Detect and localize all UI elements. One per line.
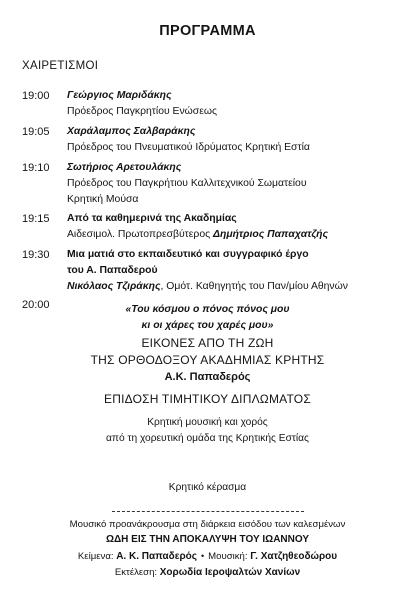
music-label: Μουσική: xyxy=(208,551,248,562)
speaker-role: Πρόεδρος του Παγκρήτιου Καλλιτεχνικού Σωματείου xyxy=(67,178,307,189)
speaker-role: Πρόεδρος Παγκρητίου Ενώσεως xyxy=(67,106,217,117)
speaker-name: Γεώργιος Μαριδάκης xyxy=(67,90,172,101)
lyrics-name: Α. Κ. Παπαδερός xyxy=(116,551,197,562)
diploma-title: ΕΠΙΔΟΣΗ ΤΙΜΗΤΙΚΟΥ ΔΙΠΛΩΜΑΤΟΣ xyxy=(104,392,311,406)
lyrics-label: Κείμενα: xyxy=(77,551,114,562)
music-line-2: από τη χορευτική ομάδα της Κρητικής Εστίας xyxy=(106,433,309,444)
item-time: 19:30 xyxy=(22,249,50,261)
talk-speaker xyxy=(67,279,407,295)
item-time: 20:00 xyxy=(22,299,50,311)
speaker-name: Δημήτριος Παπαχατζής xyxy=(213,229,329,240)
speaker-name: Σωτήριος Αρετουλάκης xyxy=(67,162,182,173)
talk-title: Μια ματιά στο εκπαιδευτικό και συγγραφικό έργο xyxy=(67,249,309,260)
speaker-name: Νικόλαος Τζιράκης xyxy=(67,281,161,292)
kerasma-text: Κρητικό κέρασμα xyxy=(168,482,247,493)
ode-title: ΩΔΗ ΕΙΣ ΤΗΝ ΑΠΟΚΑΛΥΨΗ ΤΟΥ ΙΩΑΝΝΟΥ xyxy=(105,534,310,545)
images-title-line-1: ΕΙΚΟΝΕΣ ΑΠΟ ΤΗ ΖΩΗ xyxy=(141,336,274,350)
talk-title: Από τα καθημερινά της Ακαδημίας xyxy=(67,213,237,224)
speaker-role: Πρόεδρος του Πνευματικού Ιδρύματος Κρητική Εστία xyxy=(67,142,310,153)
footer-performance xyxy=(0,566,415,580)
page-title: ΠΡΟΓΡΑΜΜΑ xyxy=(159,23,256,39)
performance-name: Χορωδία Ιεροψαλτών Χανίων xyxy=(159,567,301,578)
speaker-title: Αιδεσιμολ. Πρωτοπρεσβύτερος xyxy=(67,229,213,240)
poem-line-2: κι οι χάρες του χαρές μου» xyxy=(141,320,274,331)
footer-credits xyxy=(0,549,415,564)
poem-line-1: «Του κόσμου ο πόνος πόνος μου xyxy=(125,304,290,315)
bullet-icon: • xyxy=(200,551,205,561)
talk-title-cont: του Α. Παπαδερού xyxy=(67,265,158,276)
performance-label: Εκτέλεση: xyxy=(114,567,158,578)
item-time: 19:05 xyxy=(22,126,50,138)
footer-ode-title xyxy=(0,533,415,547)
item-time: 19:15 xyxy=(22,213,50,225)
greetings-heading: ΧΑΙΡΕΤΙΣΜΟΙ xyxy=(22,60,99,72)
speaker-role-cont: Κρητική Μούσα xyxy=(67,194,139,205)
images-title-line-2: ΤΗΣ ΟΡΘΟΔΟΞΟΥ ΑΚΑΔΗΜΙΑΣ ΚΡΗΤΗΣ xyxy=(90,353,325,367)
footer-prelude: Μουσικό προανάκρουσμα στη διάρκεια εισόδου των καλεσμένων xyxy=(69,519,346,530)
item-time: 19:00 xyxy=(22,90,50,102)
speaker-role: , Ομότ. Καθηγητής του Παν/μίου Αθηνών xyxy=(160,281,348,292)
speaker-name: Χαράλαμπος Σαλβαράκης xyxy=(67,126,196,137)
music-name: Γ. Χατζηθεοδώρου xyxy=(250,551,338,562)
music-line-1: Κρητική μουσική και χορός xyxy=(147,417,268,428)
images-author: Α.Κ. Παπαδερός xyxy=(164,371,251,383)
divider-line xyxy=(112,511,304,512)
talk-speaker xyxy=(67,227,407,243)
item-time: 19:10 xyxy=(22,162,50,174)
